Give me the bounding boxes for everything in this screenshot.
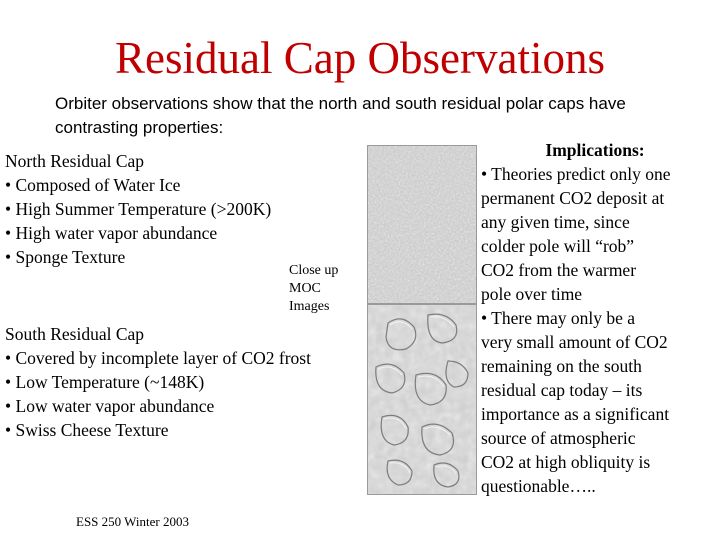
south-cap-item: • Low Temperature (~148K) [5, 372, 205, 392]
implications-line: remaining on the south [481, 356, 642, 376]
implications-line: any given time, since [481, 212, 630, 232]
image-caption [289, 262, 338, 316]
north-cap-moc-image [367, 145, 477, 304]
implications-line: • Theories predict only one [481, 164, 671, 184]
implications-heading: Implications: [545, 140, 645, 160]
implications-line: • There may only be a [481, 308, 636, 328]
implications-line: pole over time [481, 284, 583, 304]
intro-text: Orbiter observations show that the north and south residual polar caps have contrasting properties: [55, 94, 626, 137]
implications-section [481, 138, 709, 498]
south-cap-moc-image [367, 304, 477, 495]
north-cap-item: • High water vapor abundance [5, 223, 218, 243]
implications-line: very small amount of CO2 [481, 332, 668, 352]
implications-body [481, 162, 709, 498]
slide-title: Residual Cap Observations [115, 33, 605, 83]
implications-line: source of atmospheric [481, 428, 636, 448]
implications-line: CO2 from the warmer [481, 260, 637, 280]
north-cap-section [5, 149, 271, 269]
south-cap-item: • Covered by incomplete layer of CO2 frost [5, 348, 311, 368]
implications-line: residual cap today – its [481, 380, 643, 400]
north-cap-item: • Composed of Water Ice [5, 175, 181, 195]
implications-line: questionable….. [481, 476, 596, 496]
implications-line: importance as a significant [481, 404, 670, 424]
caption-line: Images [289, 299, 330, 314]
implications-line: permanent CO2 deposit at [481, 188, 665, 208]
footer-course-label: ESS 250 Winter 2003 [76, 514, 189, 529]
implications-line: CO2 at high obliquity is [481, 452, 651, 472]
south-cap-section [5, 322, 311, 442]
north-cap-item: • High Summer Temperature (>200K) [5, 199, 272, 219]
caption-line: Close up [289, 263, 339, 278]
south-cap-item: • Low water vapor abundance [5, 396, 215, 416]
implications-line: colder pole will “rob” [481, 236, 635, 256]
south-cap-heading: South Residual Cap [5, 324, 145, 344]
caption-line: MOC [289, 281, 321, 296]
north-cap-heading: North Residual Cap [5, 151, 145, 171]
south-cap-item: • Swiss Cheese Texture [5, 420, 169, 440]
north-cap-item: • Sponge Texture [5, 247, 126, 267]
